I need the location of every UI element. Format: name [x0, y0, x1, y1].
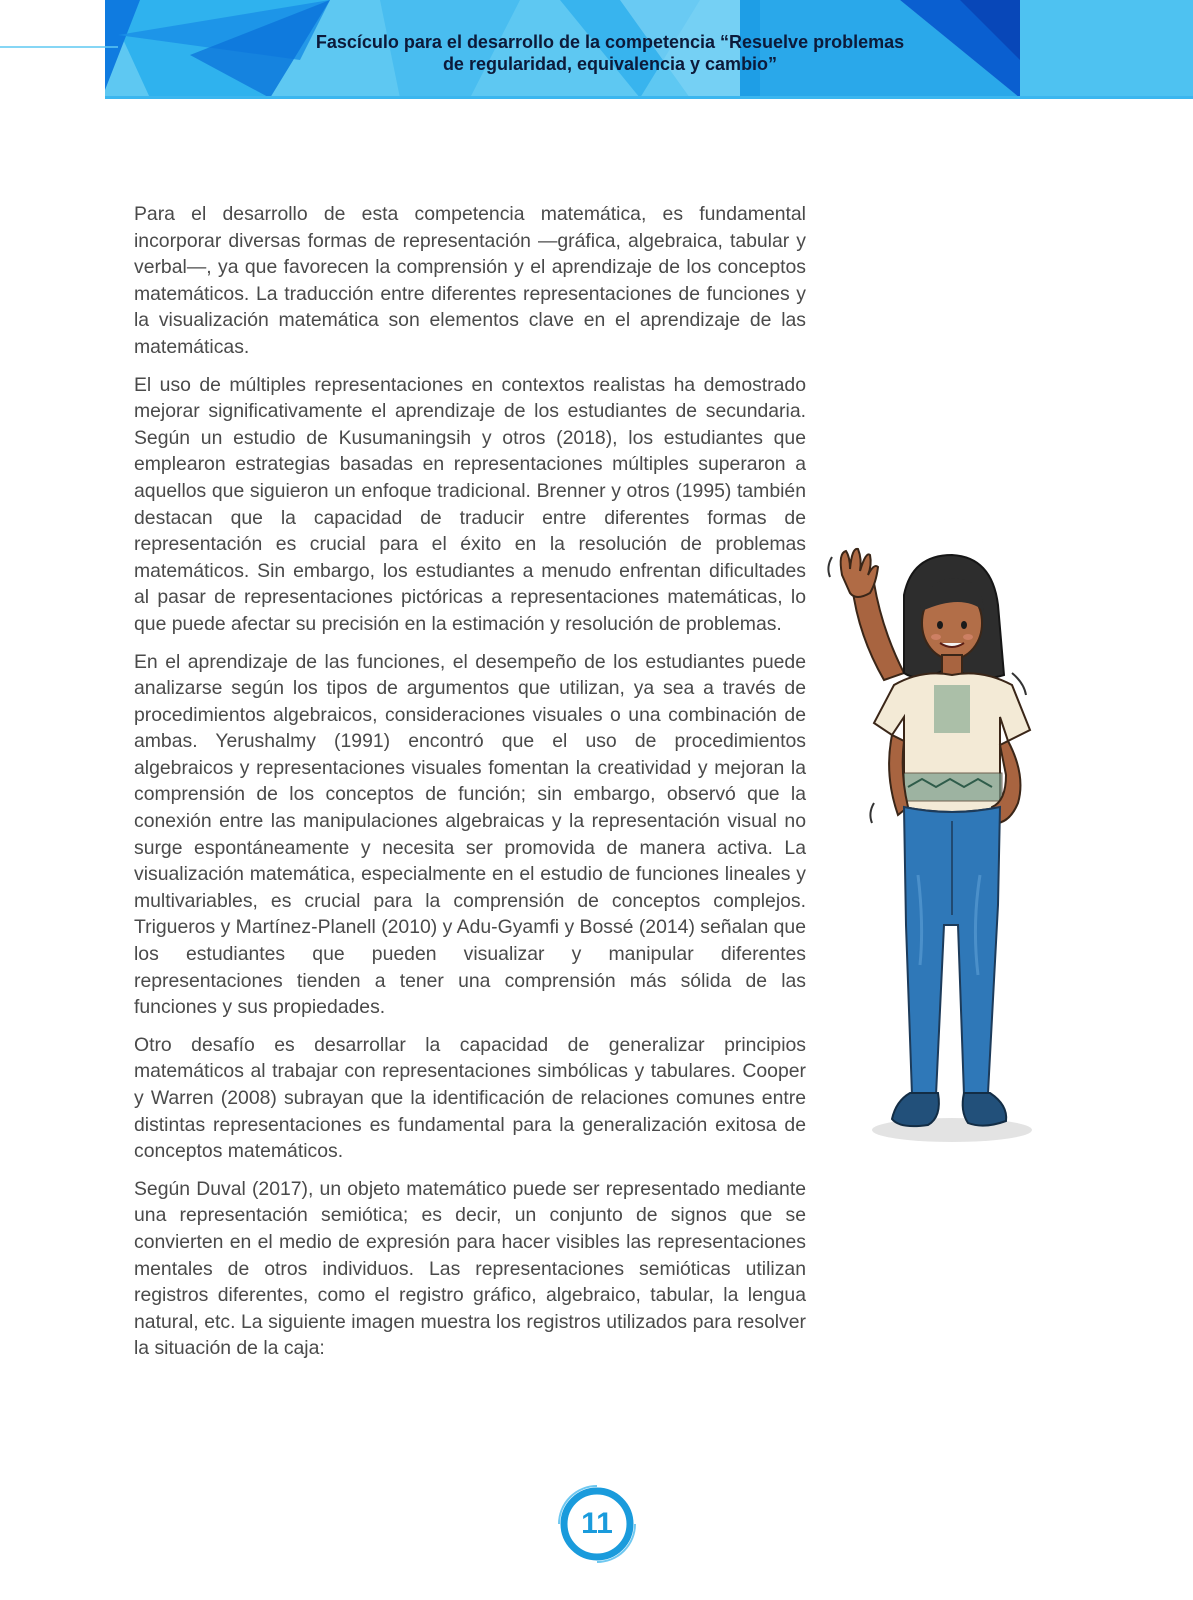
header-title [240, 31, 980, 75]
paragraph-4: Otro desafío es desarrollar la capacidad de generalizar principios matemáticos al trabajar con representaciones simbólicas y tabulares. Cooper y Warren (2008) subrayan que la identificación de relaciones comunes entre distintas representaciones es fundamental para la generalización exitosa de conceptos matemáticos. [134, 1033, 806, 1163]
paragraph-2: El uso de múltiples representaciones en contextos realistas ha demostrado mejorar significativamente el aprendizaje de los estudiantes de secundaria. Según un estudio de Kusumaningsih y otros (2018), los estudiantes que emplearon estrategias basadas en representaciones múltiples superaron a aquellos que siguieron un enfoque tradicional. Brenner y otros (1995) también destacan que la capacidad de traducir entre diferentes formas de representación es crucial para el éxito en la resolución de problemas matemáticos. Sin embargo, los estudiantes a menudo enfrentan dificultades al pasar de representaciones pictóricas a representaciones matemáticas, lo que puede afectar su precisión en la estimación y resolución de problemas. [134, 373, 806, 635]
main-text [134, 201, 806, 1373]
page-header [0, 0, 1193, 100]
paragraph-1: Para el desarrollo de esta competencia matemática, es fundamental incorporar diversas formas de representación —gráfica, algebraica, tabular y verbal—, ya que favorecen la comprensión y el aprendizaje de los conceptos matemáticos. La traducción entre diferentes representaciones de funciones y la visualización matemática son elementos clave en el aprendizaje de las matemáticas. [134, 203, 806, 358]
student-illustration [812, 545, 1062, 1170]
paragraph-3: En el aprendizaje de las funciones, el desempeño de los estudiantes puede analizarse según los tipos de argumentos que utilizan, ya sea a través de procedimientos algebraicos, consideraciones visuales o una combinación de ambas. Yerushalmy (1991) encontró que el uso de procedimientos algebraicos y representaciones visuales fomentan la creatividad y mejoran la comprensión de los conceptos de función; sin embargo, observó que la conexión entre las manipulaciones algebraicas y la representación visual no surge espontáneamente y necesita ser promovida de manera activa. La visualización matemática, especialmente en el estudio de funciones lineales y multivariables, es crucial para la comprensión de conceptos complejos. Trigueros y Martínez-Planell (2010) y Adu-Gyamfi y Bossé (2014) señalan que los estudiantes que pueden visualizar y manipular diferentes representaciones tienden a tener una comprensión más sólida de las funciones y sus propiedades. [134, 650, 806, 1019]
header-title-line-1: Fascículo para el desarrollo de la competencia “Resuelve problemas [315, 32, 905, 52]
page-number-badge [553, 1480, 641, 1568]
paragraph-5: Según Duval (2017), un objeto matemático puede ser representado mediante una representación semiótica; es decir, un conjunto de signos que se convierten en el medio de expresión para hacer visibles las representaciones mentales de otros individuos. Las representaciones semióticas utilizan registros diferentes, como el registro gráfico, algebraico, tabular, la lengua natural, etc. La siguiente imagen muestra los registros utilizados para resolver la situación de la caja: [134, 1177, 806, 1360]
page-number: 11 [581, 1507, 613, 1540]
header-title-line-2: de regularidad, equivalencia y cambio” [442, 54, 778, 74]
